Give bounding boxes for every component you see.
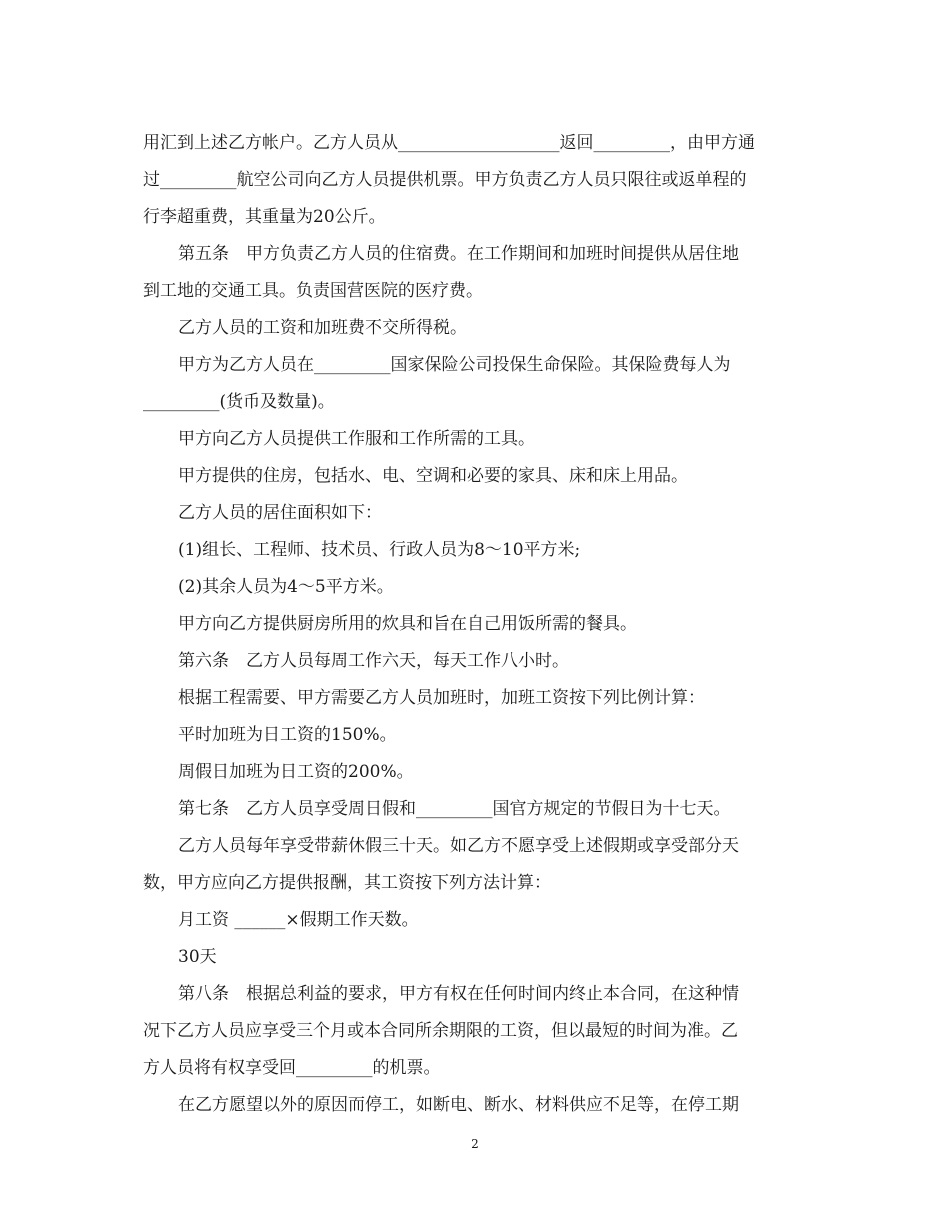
text-line: 甲方向乙方提供厨房所用的炊具和旨在自己用饭所需的餐具。 bbox=[178, 614, 637, 634]
text-line: 甲方为乙方人员在_________国家保险公司投保生命保险。其保险费每人为 bbox=[178, 355, 731, 375]
text-line: 乙方人员的工资和加班费不交所得税。 bbox=[178, 318, 467, 338]
article-6-heading: 第六条 乙方人员每周工作六天，每天工作八小时。 bbox=[178, 651, 569, 671]
list-item: (2)其余人员为4～5平方米。 bbox=[178, 577, 394, 597]
page-number: 2 bbox=[471, 1137, 479, 1151]
text-line: 方人员将有权享受回_________的机票。 bbox=[143, 1058, 441, 1078]
text-line: 数，甲方应向乙方提供报酬，其工资按下列方法计算： bbox=[143, 873, 551, 893]
text-line: 平时加班为日工资的150%。 bbox=[178, 725, 397, 745]
text-line: 甲方提供的住房，包括水、电、空调和必要的家具、床和床上用品。 bbox=[178, 466, 688, 486]
text-line: 在乙方愿望以外的原因而停工，如断电、断水、材料供应不足等，在停工期 bbox=[178, 1095, 739, 1115]
article-7-heading: 第七条 乙方人员享受周日假和_________国官方规定的节假日为十七天。 bbox=[178, 799, 731, 819]
text-line: 过_________航空公司向乙方人员提供机票。甲方负责乙方人员只限往或返单程的 bbox=[143, 170, 747, 190]
article-5-heading: 第五条 甲方负责乙方人员的住宿费。在工作期间和加班时间提供从居住地 bbox=[178, 244, 739, 264]
text-line: 到工地的交通工具。负责国营医院的医疗费。 bbox=[143, 281, 483, 301]
text-line: 乙方人员的居住面积如下： bbox=[178, 503, 382, 523]
text-line: 甲方向乙方人员提供工作服和工作所需的工具。 bbox=[178, 429, 535, 449]
text-line: _________(货币及数量)。 bbox=[143, 392, 335, 412]
list-item: (1)组长、工程师、技术员、行政人员为8～10平方米; bbox=[178, 540, 581, 560]
text-line: 周假日加班为日工资的200%。 bbox=[178, 762, 414, 782]
text-line: 乙方人员每年享受带薪休假三十天。如乙方不愿享受上述假期或享受部分天 bbox=[178, 836, 739, 856]
text-line: 况下乙方人员应享受三个月或本合同所余期限的工资，但以最短的时间为准。乙 bbox=[143, 1021, 738, 1041]
article-8-heading: 第八条 根据总利益的要求，甲方有权在任何时间内终止本合同，在这种情 bbox=[178, 984, 739, 1004]
formula-denominator: 30天 bbox=[178, 947, 217, 967]
formula-line: 月工资 ______×假期工作天数。 bbox=[178, 910, 419, 930]
text-line: 根据工程需要、甲方需要乙方人员加班时，加班工资按下列比例计算： bbox=[178, 688, 705, 708]
text-line: 行李超重费，其重量为20公斤。 bbox=[143, 207, 386, 227]
text-line: 用汇到上述乙方帐户。乙方人员从___________________返回_________，由甲方通 bbox=[143, 133, 755, 153]
